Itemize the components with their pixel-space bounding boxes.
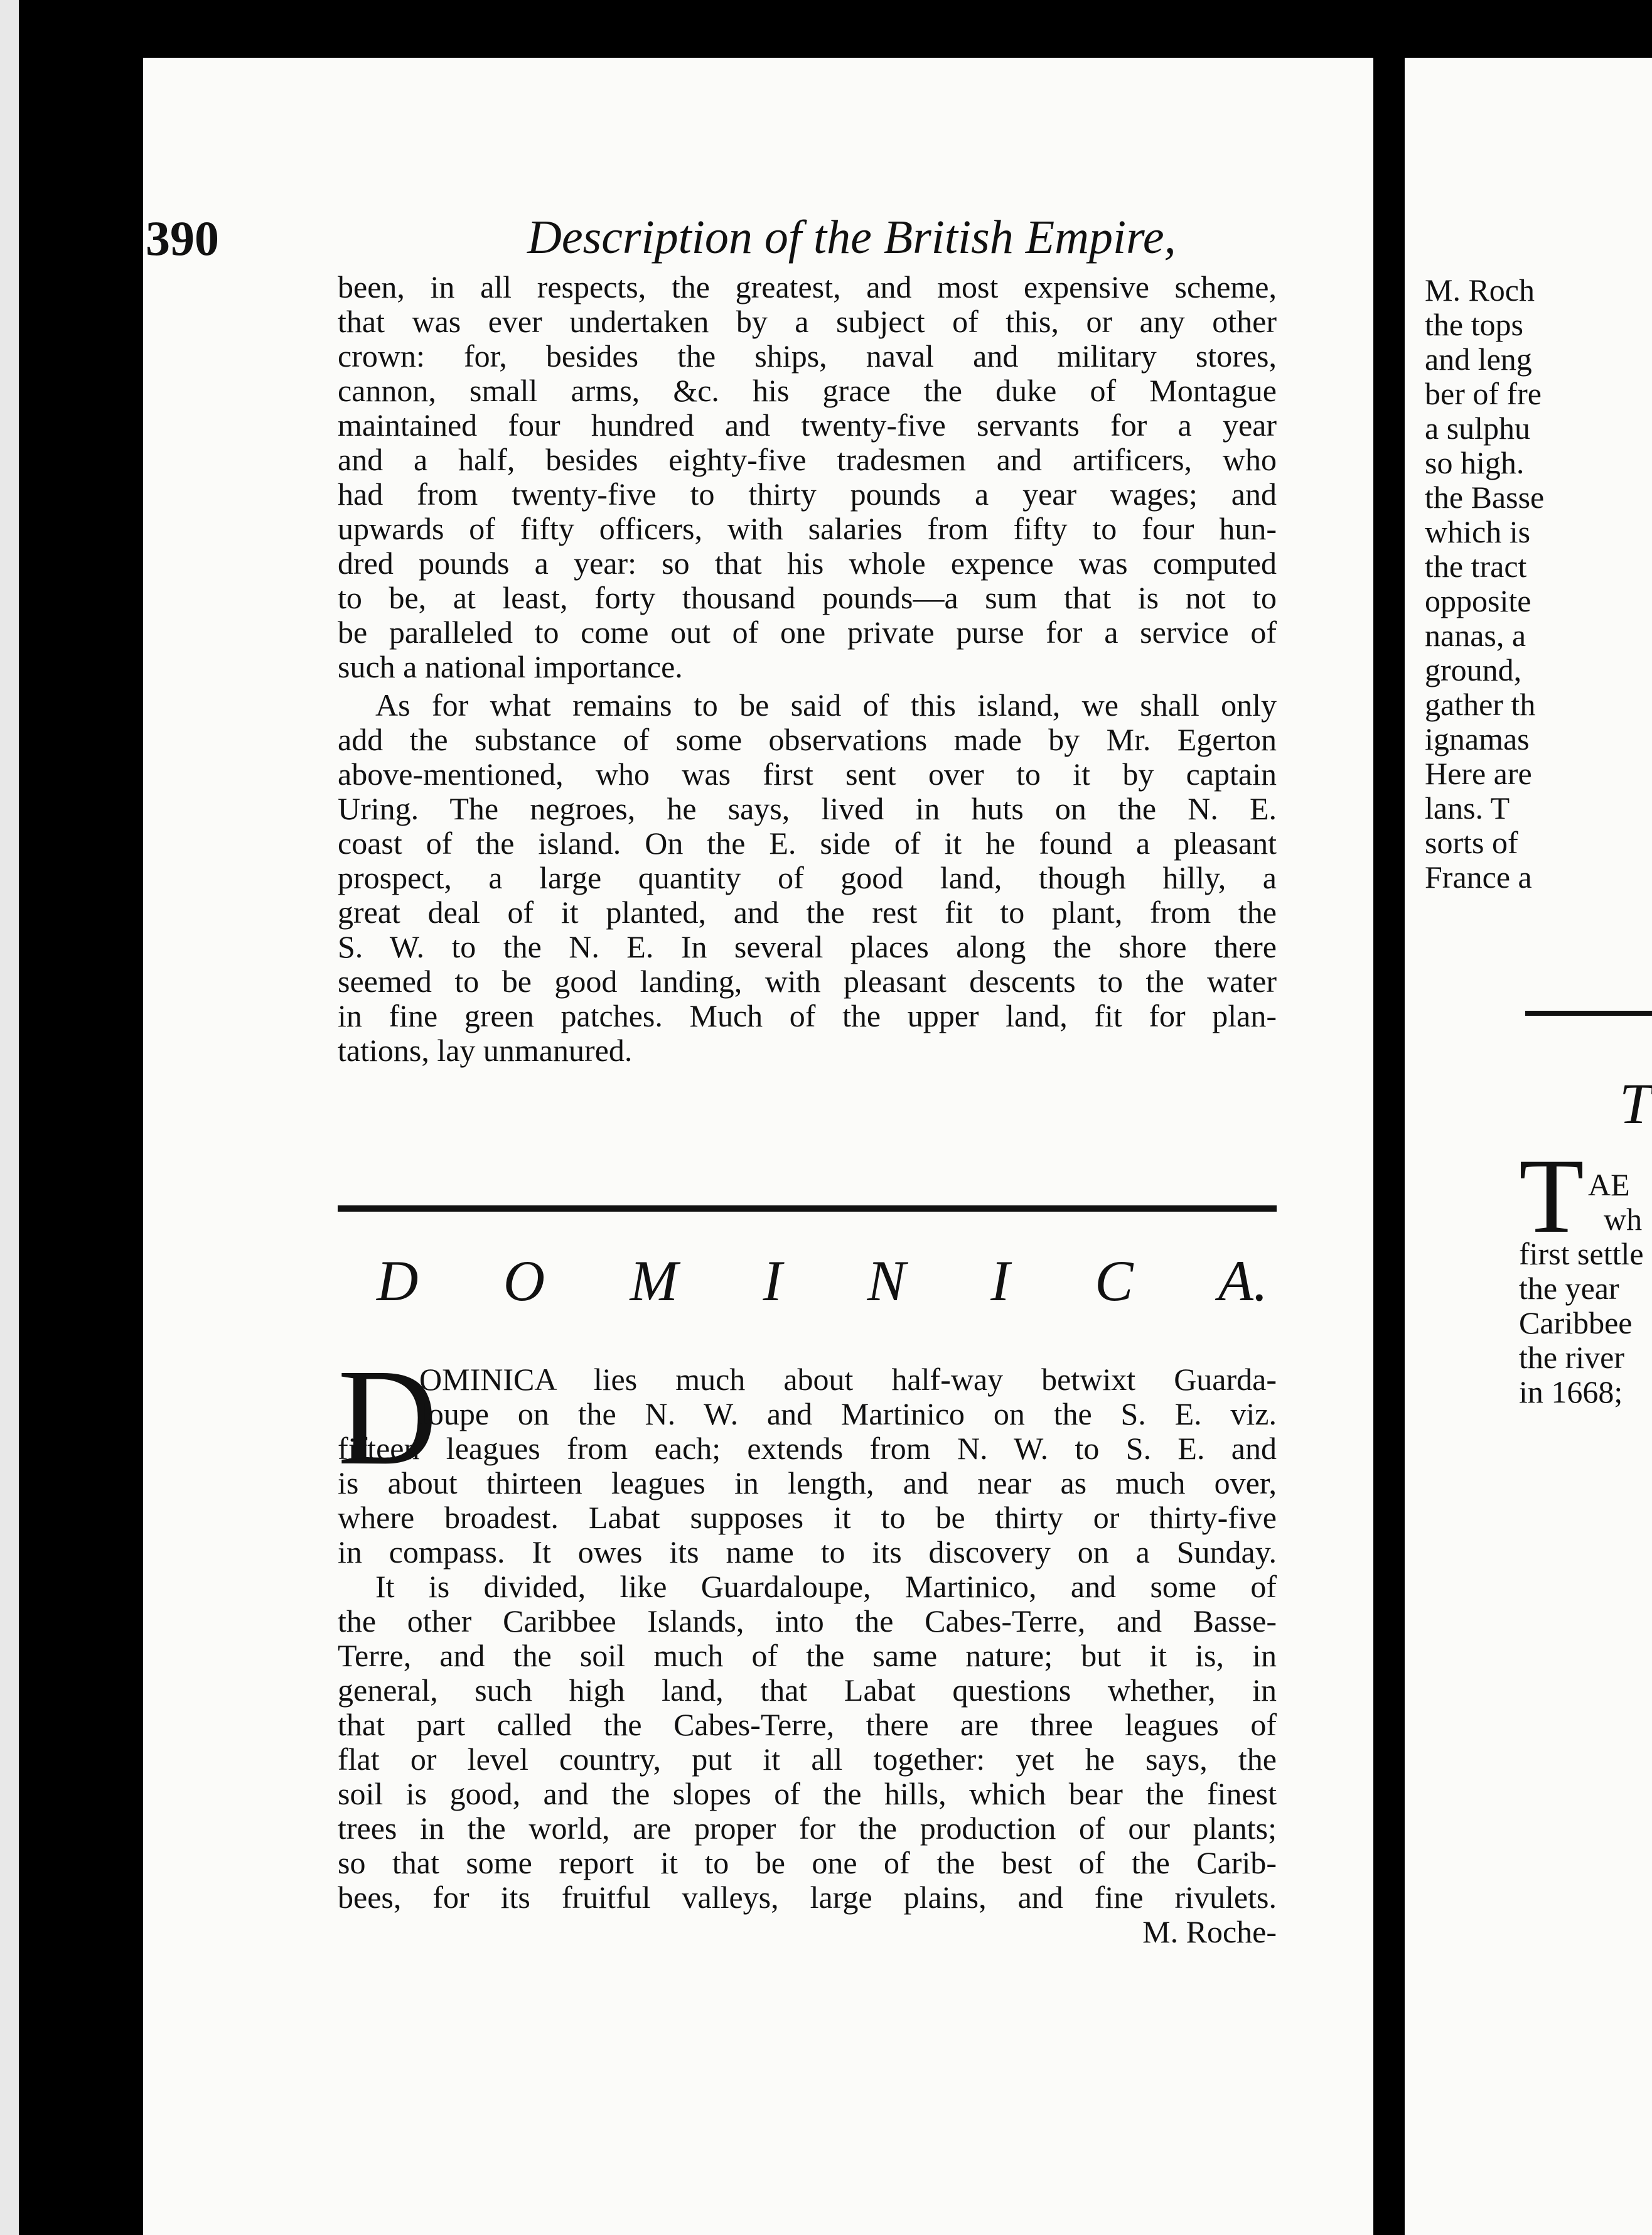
text-line: gather th	[1425, 687, 1536, 722]
text-line: that was ever undertaken by a subject of this, or any other	[338, 304, 1277, 339]
text-line: a sulphu	[1425, 411, 1531, 446]
text-line: add the substance of some observations made by Mr. Egerton	[338, 723, 1277, 757]
text-line: where broadest. Labat supposes it to be thirty or thirty-five	[338, 1500, 1277, 1535]
right-section-divider	[1525, 1011, 1652, 1016]
text-line: crown: for, besides the ships, naval and military stores,	[338, 339, 1277, 374]
text-line: in fine green patches. Much of the upper land, fit for plan-	[338, 999, 1277, 1033]
catchword: M. Roche-	[1142, 1915, 1277, 1949]
text-line: been, in all respects, the greatest, and most expensive scheme,	[338, 270, 1277, 304]
text-line: so that some report it to be one of the best of the Carib-	[338, 1846, 1277, 1880]
section-divider	[338, 1205, 1277, 1212]
text-line: be paralleled to come out of one private purse for a service of	[338, 615, 1277, 650]
text-line: great deal of it planted, and the rest fit to plant, from the	[338, 895, 1277, 930]
title-letter: A.	[1218, 1249, 1268, 1313]
text-line: As for what remains to be said of this island, we shall only	[375, 688, 1277, 723]
title-letter: I	[990, 1249, 1010, 1313]
text-line: in compass. It owes its name to its discovery on a Sunday.	[338, 1535, 1277, 1570]
text-line: Terre, and the soil much of the same nature; but it is, in	[338, 1639, 1277, 1673]
text-line: opposite	[1425, 583, 1531, 618]
title-letter: M	[630, 1249, 678, 1313]
text-line: cannon, small arms, &c. his grace the duke of Montague	[338, 374, 1277, 408]
text-line: M. Roch	[1425, 272, 1535, 308]
text-line: the tract	[1425, 549, 1527, 584]
text-line: in 1668;	[1519, 1374, 1623, 1409]
title-letter: C	[1095, 1249, 1134, 1313]
right-drop-cap: T	[1519, 1137, 1584, 1255]
paragraph-1	[338, 270, 1277, 684]
text-line: lans. T	[1425, 790, 1510, 826]
text-line: general, such high land, that Labat questions whether, in	[338, 1673, 1277, 1708]
text-line: bees, for its fruitful valleys, large plains, and fine rivulets.	[338, 1880, 1277, 1915]
text-line: France a	[1425, 859, 1532, 895]
text-line: and a half, besides eighty-five tradesmen and artificers, who	[338, 443, 1277, 477]
text-line: tations, lay unmanured.	[338, 1033, 633, 1068]
text-line: Uring. The negroes, he says, lived in huts on the N. E.	[338, 792, 1277, 826]
text-line: the other Caribbee Islands, into the Cabes-Terre, and Basse-	[338, 1604, 1277, 1639]
text-line: seemed to be good landing, with pleasant descents to the water	[338, 964, 1277, 999]
text-line: such a national importance.	[338, 650, 683, 684]
text-line: maintained four hundred and twenty-five servants for a year	[338, 408, 1277, 443]
text-line: prospect, a large quantity of good land, though hilly, a	[338, 861, 1277, 895]
text-line: that part called the Cabes-Terre, there are three leagues of	[338, 1708, 1277, 1742]
text-line: first settle	[1519, 1236, 1644, 1271]
title-letter: O	[503, 1249, 545, 1313]
text-line: the tops	[1425, 307, 1523, 342]
dropcap-lines	[419, 1362, 1277, 1431]
text-line: wh	[1604, 1202, 1643, 1237]
text-line: nanas, a	[1425, 618, 1526, 653]
text-line: upwards of fifty officers, with salaries from fifty to four hun-	[338, 512, 1277, 546]
text-line: fifteen leagues from each; extends from N. W. to S. E. and	[338, 1431, 1277, 1466]
text-line: to be, at least, forty thousand pounds—a sum that is not to	[338, 581, 1277, 615]
text-line: AE	[1588, 1167, 1630, 1202]
text-line: sorts of	[1425, 825, 1518, 860]
paragraph-4	[338, 1570, 1277, 1949]
text-line: Here are	[1425, 756, 1532, 791]
text-line: ignamas	[1425, 721, 1530, 757]
text-line: OMINICA lies much about half-way betwixt Guarda-	[419, 1362, 1277, 1397]
text-line: soil is good, and the slopes of the hills, which bear the finest	[338, 1777, 1277, 1811]
text-line: above-mentioned, who was first sent over to it by captain	[338, 757, 1277, 792]
drop-cap: D	[338, 1340, 437, 1494]
adjacent-page-edge	[0, 0, 19, 2235]
text-line: the Basse	[1425, 480, 1545, 515]
section-title	[377, 1243, 1268, 1318]
text-line: ground,	[1425, 652, 1522, 687]
running-head: Description of the British Empire,	[527, 211, 1176, 264]
text-line: It is divided, like Guardaloupe, Martinico, and some of	[375, 1570, 1277, 1604]
text-line: coast of the island. On the E. side of it he found a pleasant	[338, 826, 1277, 861]
right-section-title: T	[1619, 1072, 1652, 1136]
text-line: the year	[1519, 1271, 1619, 1306]
text-line: the river	[1519, 1340, 1624, 1375]
text-line: had from twenty-five to thirty pounds a year wages; and	[338, 477, 1277, 512]
paragraph-2	[338, 688, 1277, 1068]
page-number: 390	[146, 211, 219, 266]
text-line: is about thirteen leagues in length, and near as much over,	[338, 1466, 1277, 1500]
text-line: Caribbee	[1519, 1305, 1633, 1340]
text-line: loupe on the N. W. and Martinico on the S. E. viz.	[419, 1397, 1277, 1431]
text-line: trees in the world, are proper for the production of our plants;	[338, 1811, 1277, 1846]
text-line: so high.	[1425, 445, 1525, 480]
text-line: ber of fre	[1425, 376, 1542, 411]
text-line: S. W. to the N. E. In several places along the shore there	[338, 930, 1277, 964]
paragraph-3	[338, 1431, 1277, 1570]
text-line: and leng	[1425, 342, 1532, 377]
title-letter: I	[763, 1249, 783, 1313]
title-letter: N	[867, 1249, 906, 1313]
text-line: flat or level country, put it all together: yet he says, the	[338, 1742, 1277, 1777]
text-line: dred pounds a year: so that his whole expence was computed	[338, 546, 1277, 581]
title-letter: D	[377, 1249, 419, 1313]
text-line: which is	[1425, 514, 1531, 549]
